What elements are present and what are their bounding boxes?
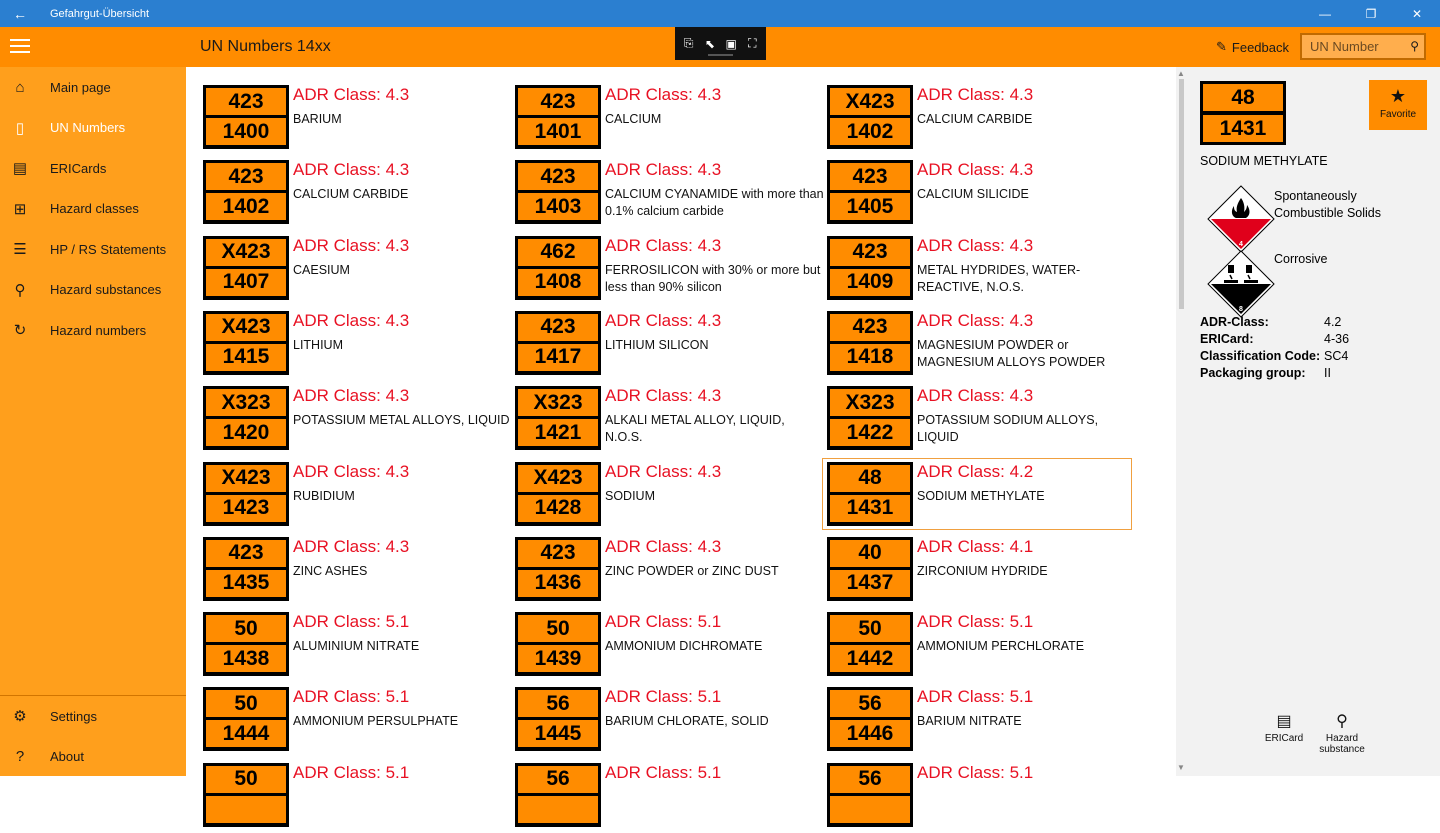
list-item[interactable] xyxy=(827,311,1137,381)
list-icon: ☰ xyxy=(13,241,27,258)
adr-class: ADR Class: 4.3 xyxy=(917,310,1034,330)
list-item[interactable] xyxy=(515,763,825,833)
un-number: 1428 xyxy=(518,495,598,522)
substance-name: SODIUM METHYLATE xyxy=(917,488,1045,503)
list-item[interactable] xyxy=(827,160,1137,230)
un-number: 1417 xyxy=(518,344,598,371)
ericard-label: ERICard xyxy=(1264,733,1304,744)
window-controls xyxy=(1302,0,1440,27)
sidebar-item-main-page[interactable] xyxy=(0,67,186,107)
adr-class: ADR Class: 4.3 xyxy=(605,235,722,255)
scroll-down-icon[interactable]: ▼ xyxy=(1177,763,1185,772)
adr-class: ADR Class: 4.3 xyxy=(293,310,410,330)
un-number xyxy=(518,796,598,823)
un-number: 1423 xyxy=(206,495,286,522)
title-bar xyxy=(0,0,1440,27)
substance-name: FERROSILICON with 30% or more but less than 90% silicon xyxy=(605,262,821,294)
property-row xyxy=(1200,349,1349,366)
hazard-number: 423 xyxy=(518,314,598,341)
hazard-number: 56 xyxy=(518,766,598,793)
hazard-plate xyxy=(827,311,913,375)
maximize-button[interactable]: ❐ xyxy=(1365,6,1377,21)
list-item[interactable] xyxy=(203,687,513,757)
hazard-plate xyxy=(203,236,289,300)
list-item[interactable] xyxy=(203,236,513,306)
list-item[interactable] xyxy=(827,462,1137,532)
substance-name: CALCIUM SILICIDE xyxy=(917,187,1029,202)
property-value: II xyxy=(1324,366,1331,380)
un-number: 1405 xyxy=(830,193,910,220)
list-item[interactable] xyxy=(827,687,1137,757)
hazard-plate xyxy=(515,160,601,224)
property-row xyxy=(1200,366,1349,383)
hazard-plate xyxy=(203,311,289,375)
hazard-substance-label: Hazard substance xyxy=(1319,733,1365,755)
home-icon: ⌂ xyxy=(15,78,25,96)
hazard-number: 48 xyxy=(1203,84,1283,111)
hazard-plate xyxy=(203,537,289,601)
sidebar-item-hazard-classes[interactable] xyxy=(0,189,186,229)
adr-class: ADR Class: 4.3 xyxy=(293,536,410,556)
list-item[interactable] xyxy=(827,236,1137,306)
substance-name: ALUMINIUM NITRATE xyxy=(293,639,420,654)
list-item[interactable] xyxy=(515,160,825,230)
close-button[interactable]: ✕ xyxy=(1411,6,1423,21)
substance-name: MAGNESIUM POWDER or MAGNESIUM ALLOYS POWDER xyxy=(917,337,1106,369)
sidebar-item-label: ERICards xyxy=(50,160,107,176)
substance-name: CALCIUM CARBIDE xyxy=(293,187,409,202)
search-icon: ⚲ xyxy=(14,281,26,299)
adr-class: ADR Class: 5.1 xyxy=(917,762,1034,782)
search-icon: ⚲ xyxy=(1336,713,1348,730)
list-item[interactable] xyxy=(515,85,825,155)
hazard-plate xyxy=(515,85,601,149)
hazard-substance-button[interactable] xyxy=(1316,711,1368,755)
hazard-plate xyxy=(203,687,289,751)
hazard-plate xyxy=(515,537,601,601)
adr-class: ADR Class: 5.1 xyxy=(917,687,1034,707)
substance-name: CAESIUM xyxy=(293,262,350,277)
substance-name: ALKALI METAL ALLOY, LIQUID, N.O.S. xyxy=(605,413,785,445)
hazard-plate xyxy=(515,612,601,676)
un-number: 1402 xyxy=(206,193,286,220)
adr-class: ADR Class: 4.3 xyxy=(293,235,410,255)
adr-class: ADR Class: 4.3 xyxy=(293,160,410,180)
adr-class: ADR Class: 4.3 xyxy=(605,85,722,104)
select-element-icon[interactable]: ⎘ xyxy=(683,36,694,50)
list-item[interactable] xyxy=(203,386,513,456)
un-number: 1446 xyxy=(830,720,910,747)
un-number-list xyxy=(186,67,1176,791)
property-key: Packaging group: xyxy=(1200,366,1306,380)
substance-name: SODIUM xyxy=(605,488,655,503)
adr-class: ADR Class: 5.1 xyxy=(917,612,1034,632)
substance-name: RUBIDIUM xyxy=(293,488,355,503)
un-number: 1400 xyxy=(206,118,286,145)
list-item[interactable] xyxy=(515,236,825,306)
adr-class: ADR Class: 4.3 xyxy=(917,85,1034,104)
list-item[interactable] xyxy=(827,612,1137,682)
un-number: 1415 xyxy=(206,344,286,371)
hazard-plate xyxy=(827,462,913,526)
favorite-button[interactable] xyxy=(1369,80,1427,130)
adr-class: ADR Class: 4.3 xyxy=(917,160,1034,180)
search-icon[interactable]: ⚲ xyxy=(1410,39,1419,53)
search-input[interactable] xyxy=(1310,39,1405,54)
adr-class: ADR Class: 5.1 xyxy=(605,612,722,632)
list-item[interactable] xyxy=(515,612,825,682)
hazard-number: 50 xyxy=(830,615,910,642)
hazard-number: 423 xyxy=(518,88,598,115)
window-title: Gefahrgut-Übersicht xyxy=(50,7,150,20)
list-item[interactable] xyxy=(203,537,513,607)
hazard-number: 50 xyxy=(518,615,598,642)
scroll-thumb[interactable] xyxy=(1179,79,1184,309)
un-number: 1401 xyxy=(518,118,598,145)
adr-class: ADR Class: 4.3 xyxy=(605,536,722,556)
sidebar-item-label: About xyxy=(50,749,84,764)
un-number: 1438 xyxy=(206,645,286,672)
hazard-number: 423 xyxy=(830,239,910,266)
adr-class: ADR Class: 4.3 xyxy=(605,160,722,180)
sidebar-item-label: HP / RS Statements xyxy=(50,241,167,257)
hazard-plate xyxy=(827,236,913,300)
adr-class: ADR Class: 5.1 xyxy=(605,687,722,707)
hazard-label-corrosive: Corrosive xyxy=(1274,252,1328,266)
hazard-number: 50 xyxy=(206,615,286,642)
hazard-plate xyxy=(203,763,289,827)
hazard-label-spontaneous: Spontaneously Combustible Solids xyxy=(1274,189,1381,220)
un-number: 1445 xyxy=(518,720,598,747)
sidebar-item-label: Hazard classes xyxy=(50,201,139,216)
property-row xyxy=(1200,332,1349,349)
substance-name: BARIUM NITRATE xyxy=(917,714,1022,729)
substance-name: LITHIUM SILICON xyxy=(605,337,709,352)
substance-name: CALCIUM xyxy=(605,112,662,126)
substance-name: CALCIUM CYANAMIDE with more than 0.1% calcium carbide xyxy=(605,187,824,219)
substance-name: POTASSIUM SODIUM ALLOYS, LIQUID xyxy=(917,413,1099,445)
property-value: SC4 xyxy=(1324,349,1349,363)
hazard-plate xyxy=(515,687,601,751)
hazard-plate xyxy=(1200,81,1286,145)
substance-name: LITHIUM xyxy=(293,337,343,352)
substance-name: AMMONIUM PERSULPHATE xyxy=(293,714,459,729)
sidebar-item-about[interactable] xyxy=(0,737,186,777)
layout-icon[interactable]: ⛶ xyxy=(748,36,757,50)
spontaneously-combustible-icon xyxy=(1206,184,1276,254)
hazard-number: X423 xyxy=(518,465,598,492)
adr-class: ADR Class: 4.2 xyxy=(917,461,1034,481)
hazard-number: X323 xyxy=(518,389,598,416)
pointer-icon[interactable]: ⬉ xyxy=(704,36,715,51)
sidebar-item-settings[interactable] xyxy=(0,696,186,736)
hazard-number: 40 xyxy=(830,540,910,567)
substance-name: BARIUM CHLORATE, SOLID xyxy=(605,714,769,729)
adr-class: ADR Class: 4.3 xyxy=(605,386,722,406)
sidebar-item-label: UN Numbers xyxy=(50,120,126,135)
adr-class: ADR Class: 5.1 xyxy=(293,762,410,782)
hazard-number: 48 xyxy=(830,465,910,492)
un-number: 1409 xyxy=(830,269,910,296)
un-number: 1439 xyxy=(518,645,598,672)
adr-class: ADR Class: 4.3 xyxy=(293,461,410,481)
hazard-plate xyxy=(515,236,601,300)
hazard-number: 56 xyxy=(830,690,910,717)
list-item[interactable] xyxy=(515,462,825,532)
hazard-plate xyxy=(827,763,913,827)
hazard-number: 50 xyxy=(206,766,286,793)
hazard-number: 56 xyxy=(518,690,598,717)
list-item[interactable] xyxy=(203,85,513,155)
un-number: 1420 xyxy=(206,419,286,446)
frame-icon[interactable]: ▣ xyxy=(725,36,737,51)
un-number: 1431 xyxy=(830,495,910,522)
list-item[interactable] xyxy=(515,687,825,757)
feedback-icon: ✎ xyxy=(1216,39,1227,54)
substance-name: ZINC ASHES xyxy=(293,563,368,578)
un-number: 1431 xyxy=(1203,115,1283,142)
substance-name: BARIUM xyxy=(293,112,342,126)
hazard-plate xyxy=(203,386,289,450)
list-item[interactable] xyxy=(515,386,825,456)
hazard-number: X423 xyxy=(206,239,286,266)
un-number: 1436 xyxy=(518,570,598,597)
hazard-class-num-8: 8 xyxy=(1239,306,1243,313)
app-bar xyxy=(0,27,1440,67)
un-number: 1421 xyxy=(518,419,598,446)
debug-toolbar xyxy=(675,27,766,60)
corrosive-icon xyxy=(1206,249,1276,319)
hazard-plate xyxy=(827,687,913,751)
scroll-up-icon[interactable]: ▲ xyxy=(1177,69,1185,78)
feedback-button[interactable] xyxy=(1216,39,1289,55)
un-number-search[interactable] xyxy=(1300,33,1426,60)
substance-name: AMMONIUM PERCHLORATE xyxy=(917,639,1085,654)
favorite-label: Favorite xyxy=(1379,109,1417,120)
hazard-number: X423 xyxy=(830,88,910,115)
hazard-plate xyxy=(827,612,913,676)
hazard-number: 423 xyxy=(206,88,286,115)
list-item[interactable] xyxy=(515,311,825,381)
un-number xyxy=(206,796,286,823)
hazard-plate xyxy=(203,85,289,149)
un-number xyxy=(830,796,910,823)
sidebar-item-label: Main page xyxy=(50,79,111,95)
list-item[interactable] xyxy=(203,612,513,682)
hazard-number: 423 xyxy=(518,540,598,567)
card-icon: ▤ xyxy=(1276,713,1292,730)
adr-class: ADR Class: 5.1 xyxy=(605,762,722,782)
card-icon: ▤ xyxy=(12,160,28,177)
list-item[interactable] xyxy=(203,311,513,381)
adr-class: ADR Class: 4.1 xyxy=(917,536,1034,556)
sidebar-item-ericards[interactable] xyxy=(0,148,186,188)
property-key: ERICard: xyxy=(1200,332,1254,346)
un-number: 1442 xyxy=(830,645,910,672)
hazard-plate xyxy=(827,85,913,149)
hazard-number: 423 xyxy=(830,163,910,190)
hazard-number: 50 xyxy=(206,690,286,717)
un-number: 1435 xyxy=(206,570,286,597)
adr-class: ADR Class: 5.1 xyxy=(293,612,410,632)
property-row xyxy=(1200,315,1349,332)
hazard-plate xyxy=(827,160,913,224)
grid-icon: ⊞ xyxy=(13,200,27,218)
back-button[interactable]: ← xyxy=(13,5,27,22)
adr-class: ADR Class: 4.3 xyxy=(293,386,410,406)
adr-class: ADR Class: 4.3 xyxy=(917,235,1034,255)
hazard-plate xyxy=(515,763,601,827)
gear-icon: ⚙ xyxy=(13,708,27,725)
substance-name: ZINC POWDER or ZINC DUST xyxy=(605,563,779,578)
hazard-number: X423 xyxy=(206,465,286,492)
hazard-plate xyxy=(515,386,601,450)
list-item[interactable] xyxy=(203,763,513,833)
hazard-class-num-4: 4 xyxy=(1239,241,1243,248)
sidebar-item-label: Hazard substances xyxy=(50,282,162,297)
hazard-plate xyxy=(827,537,913,601)
un-number: 1402 xyxy=(830,118,910,145)
hazard-plate xyxy=(203,612,289,676)
list-scrollbar[interactable] xyxy=(1176,67,1186,776)
hazard-number: X323 xyxy=(830,389,910,416)
document-icon: ▯ xyxy=(15,119,25,137)
un-number: 1437 xyxy=(830,570,910,597)
adr-class: ADR Class: 4.3 xyxy=(917,386,1034,406)
sidebar-item-hp-rs-statements[interactable] xyxy=(0,229,186,269)
star-icon: ★ xyxy=(1389,86,1407,106)
hazard-plate xyxy=(203,462,289,526)
sidebar-item-label: Settings xyxy=(50,708,97,724)
adr-class: ADR Class: 5.1 xyxy=(293,687,410,707)
list-item[interactable] xyxy=(827,763,1137,833)
hazard-number: 56 xyxy=(830,766,910,793)
substance-name: METAL HYDRIDES, WATER-REACTIVE, N.O.S. xyxy=(917,262,1081,294)
substance-name: CALCIUM CARBIDE xyxy=(917,112,1033,126)
substance-name: POTASSIUM METAL ALLOYS, LIQUID xyxy=(293,413,510,428)
property-value: 4.2 xyxy=(1324,315,1342,329)
adr-class: ADR Class: 4.3 xyxy=(293,85,410,104)
hazard-number: 423 xyxy=(206,540,286,567)
substance-name: ZIRCONIUM HYDRIDE xyxy=(917,563,1048,578)
list-item[interactable] xyxy=(203,160,513,230)
sidebar-item-hazard-numbers[interactable] xyxy=(0,310,186,350)
detail-panel xyxy=(1186,67,1440,776)
adr-class: ADR Class: 4.3 xyxy=(605,310,722,330)
sidebar-item-hazard-substances[interactable] xyxy=(0,270,186,310)
hazard-number: X423 xyxy=(206,314,286,341)
hazard-number: 423 xyxy=(830,314,910,341)
page-title: UN Numbers 14xx xyxy=(200,38,331,55)
hazard-number: 423 xyxy=(206,163,286,190)
sidebar-item-un-numbers[interactable] xyxy=(0,108,186,148)
hazard-number: 462 xyxy=(518,239,598,266)
un-number: 1408 xyxy=(518,269,598,296)
list-item[interactable] xyxy=(515,537,825,607)
un-number: 1407 xyxy=(206,269,286,296)
hazard-plate xyxy=(203,160,289,224)
refresh-icon: ↻ xyxy=(13,322,27,339)
hazard-plate xyxy=(515,462,601,526)
un-number: 1403 xyxy=(518,193,598,220)
hazard-plate xyxy=(515,311,601,375)
list-item[interactable] xyxy=(827,386,1137,456)
sidebar-item-label: Hazard numbers xyxy=(50,322,147,338)
feedback-label: Feedback xyxy=(1231,39,1289,55)
hazard-number: X323 xyxy=(206,389,286,416)
list-item[interactable] xyxy=(203,462,513,532)
adr-class: ADR Class: 4.3 xyxy=(605,461,722,481)
hamburger-menu-icon[interactable] xyxy=(10,39,30,55)
properties-table xyxy=(1200,315,1349,383)
ericard-button[interactable] xyxy=(1264,711,1304,744)
list-item[interactable] xyxy=(827,537,1137,607)
minimize-button[interactable]: — xyxy=(1319,6,1331,21)
un-number: 1422 xyxy=(830,419,910,446)
list-item[interactable] xyxy=(827,85,1137,155)
sidebar xyxy=(0,67,186,776)
hazard-number: 423 xyxy=(518,163,598,190)
help-icon: ? xyxy=(15,748,25,765)
property-key: ADR-Class: xyxy=(1200,315,1269,329)
property-key: Classification Code: xyxy=(1200,349,1321,363)
substance-name: AMMONIUM DICHROMATE xyxy=(605,639,763,654)
substance-name: SODIUM METHYLATE xyxy=(1200,154,1328,168)
property-value: 4-36 xyxy=(1324,332,1350,346)
hazard-plate xyxy=(827,386,913,450)
un-number: 1444 xyxy=(206,720,286,747)
un-number: 1418 xyxy=(830,344,910,371)
